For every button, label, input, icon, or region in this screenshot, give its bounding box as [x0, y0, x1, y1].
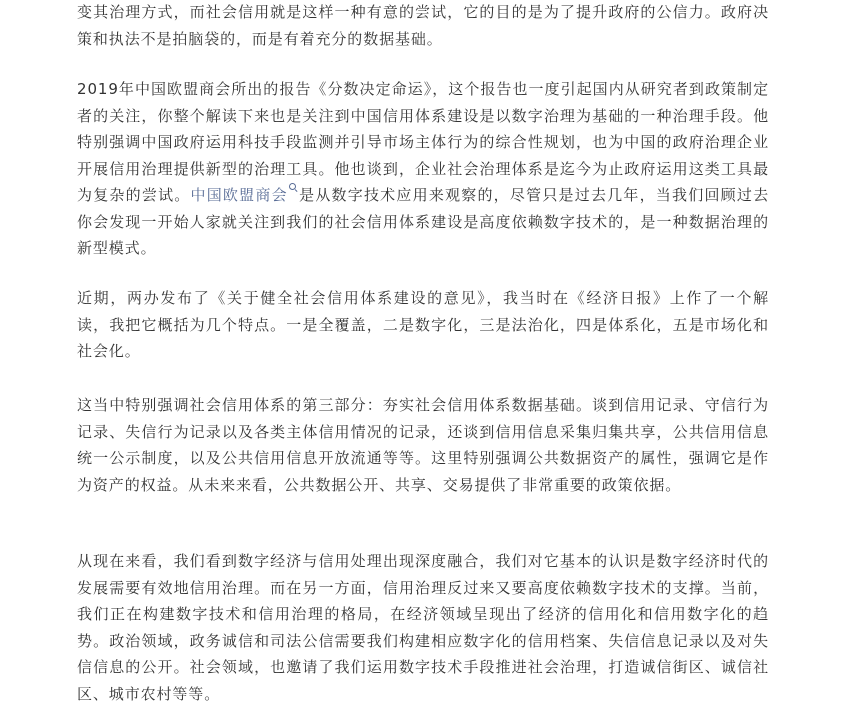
paragraph-5: 从现在来看，我们看到数字经济与信用处理出现深度融合，我们对它基本的认识是数字经济时代的发展需要有效地信用治理。而在另一方面，信用治理反过来又要高度依赖数字技术的支撑。当前，我们正在构建数字技术和信用治理的格局，在经济领域呈现出了经济的信用化和信用数字化的趋势。政治领域，政务诚信和司法公信需要我们构建相应数字化的信用档案、失信信息记录以及对失信信息的公开。社会领域，也邀请了我们运用数字技术手段推进社会治理，打造诚信街区、诚信社区、城市农村等等。 — [77, 552, 769, 703]
paragraph-2 — [77, 76, 769, 262]
paragraph-4: 这当中特别强调社会信用体系的第三部分：夯实社会信用体系数据基础。谈到信用记录、守信行为记录、失信行为记录以及各类主体信用情况的记录，还谈到信用信息采集归集共享，公共信用信息统一公示制度，以及公共信用信息开放流通等等。这里特别强调公共数据资产的属性，强调它是作为资产的权益。从未来来看，公共数据公开、共享、交易提供了非常重要的政策依据。 — [77, 396, 769, 494]
search-icon[interactable] — [289, 183, 298, 192]
article-body — [77, 0, 769, 711]
paragraph-2-text-before: 2019年中国欧盟商会所出的报告《分数决定命运》，这个报告也一度引起国内从研究者到政策制定者的关注，你整个解读下来也是关注到中国信用体系建设是以数字治理为基础的一种治理手段。他特别强调中国政府运用科技手段监测并引导市场主体行为的综合性规划，也为中国的政府治理企业开展信用治理提供新型的治理工具。他也谈到，企业社会治理体系是迄今为止政府运用这类工具最为复杂的尝试。 — [77, 80, 769, 204]
paragraph-2-text-after: 是从数字技术应用来观察的，尽管只是过去几年，当我们回顾过去你会发现一开始人家就关注到我们的社会信用体系建设是高度依赖数字技术的，是一种数据治理的新型模式。 — [77, 186, 769, 257]
keyword-search-link[interactable] — [191, 186, 299, 204]
paragraph-3: 近期，两办发布了《关于健全社会信用体系建设的意见》，我当时在《经济日报》上作了一个解读，我把它概括为几个特点。一是全覆盖，二是数字化，三是法治化，四是体系化，五是市场化和社会化。 — [77, 289, 769, 360]
paragraph-1: 变其治理方式，而社会信用就是这样一种有意的尝试，它的目的是为了提升政府的公信力。政府决策和执法不是拍脑袋的，而是有着充分的数据基础。 — [77, 3, 769, 48]
keyword-search-link-label[interactable]: 中国欧盟商会 — [190, 186, 288, 204]
